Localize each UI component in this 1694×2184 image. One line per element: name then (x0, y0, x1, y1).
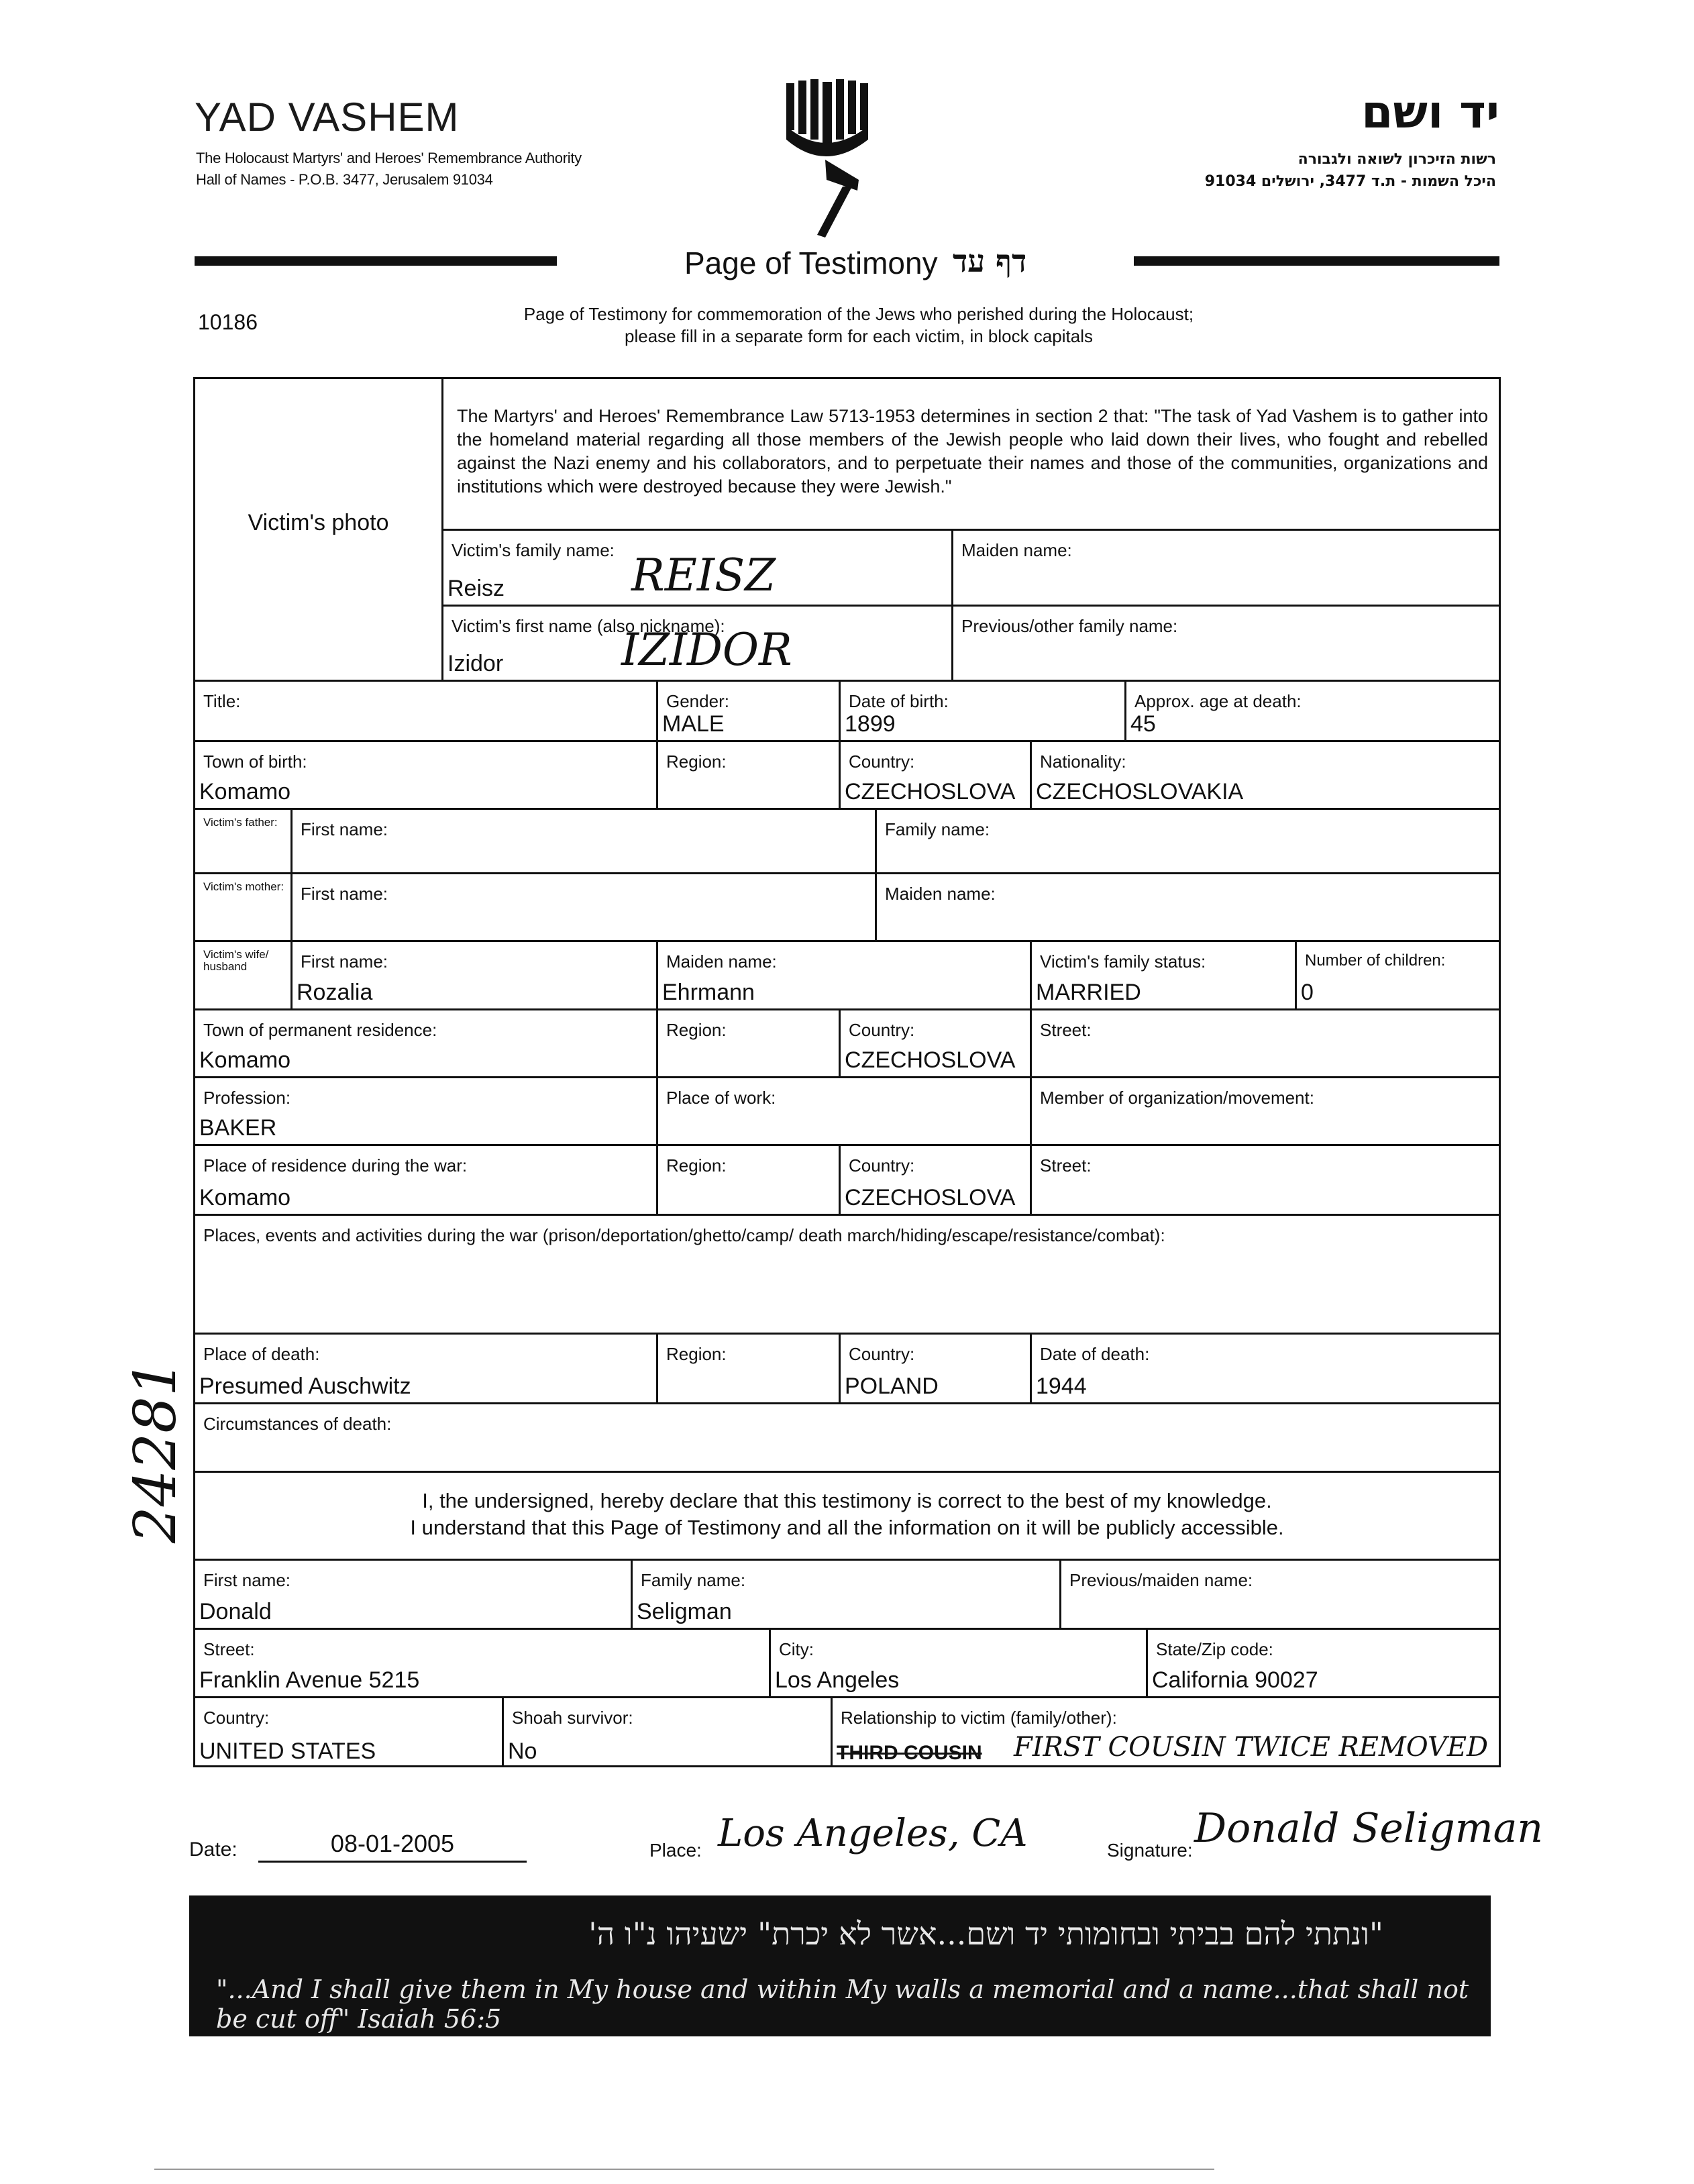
death-circumstances-field[interactable] (195, 1404, 1499, 1473)
residence-town-label: Town of permanent residence: (203, 1020, 437, 1040)
submitter-first-name-field[interactable] (195, 1561, 633, 1630)
death-circumstances-label: Circumstances of death: (203, 1414, 392, 1434)
org-name: YAD VASHEM (195, 95, 460, 140)
relationship-label: Relationship to victim (family/other): (841, 1708, 1117, 1728)
form-number: 10186 (198, 310, 258, 334)
place-of-work-field[interactable] (658, 1078, 1032, 1146)
death-place-label: Place of death: (203, 1344, 320, 1364)
submitter-street-label: Street: (203, 1639, 255, 1659)
residence-country-label: Country: (849, 1020, 915, 1040)
gender-value: MALE (662, 711, 725, 737)
relationship-handwritten: FIRST COUSIN TWICE REMOVED (1014, 1732, 1489, 1763)
victim-family-name-handwritten: REISZ (631, 550, 776, 601)
war-residence-label: Place of residence during the war: (203, 1155, 468, 1176)
submitter-first-name-label: First name: (203, 1570, 291, 1590)
yad-vashem-logo-icon (785, 79, 879, 240)
header-rule-right (1134, 256, 1499, 266)
residence-country-field[interactable] (841, 1010, 1032, 1078)
nationality-value: CZECHOSLOVAKIA (1036, 779, 1244, 804)
children-count-label: Number of children: (1305, 951, 1446, 970)
father-family-name-field[interactable] (877, 810, 1499, 874)
death-country-value: POLAND (845, 1373, 939, 1399)
mother-maiden-name-field[interactable] (877, 874, 1499, 942)
victim-family-name-value: Reisz (447, 576, 505, 601)
submission-date[interactable]: 08-01-2005 (258, 1830, 527, 1863)
victim-prev-family-name-field[interactable] (953, 607, 1499, 682)
submitter-city-label: City: (779, 1639, 814, 1659)
profession-label: Profession: (203, 1088, 291, 1108)
mother-tag-label: Victim's mother: (203, 880, 284, 893)
organization-label: Member of organization/movement: (1040, 1088, 1314, 1108)
spouse-first-name-value: Rozalia (297, 980, 373, 1005)
victim-first-name-label: Victim's first name (also nickname): (452, 616, 725, 636)
war-country-field[interactable] (841, 1146, 1032, 1216)
org-address: Hall of Names - P.O.B. 3477, Jerusalem 91034 (196, 171, 493, 188)
victim-first-name-field[interactable] (443, 607, 953, 682)
war-region-label: Region: (666, 1155, 727, 1176)
victim-first-name-handwritten: IZIDOR (621, 624, 792, 676)
war-street-label: Street: (1040, 1155, 1092, 1176)
submitter-family-name-label: Family name: (641, 1570, 746, 1590)
mother-first-name-label: First name: (301, 884, 388, 904)
residence-street-label: Street: (1040, 1020, 1092, 1040)
father-first-name-field[interactable] (293, 810, 877, 874)
nationality-field[interactable] (1032, 742, 1499, 810)
spouse-tag (195, 942, 293, 1010)
shoah-survivor-field[interactable] (504, 1698, 833, 1767)
war-residence-value: Komamo (199, 1185, 291, 1210)
war-street-field[interactable] (1032, 1146, 1499, 1216)
declaration-line-2: I understand that this Page of Testimony and all the information on it will be publicly accessible. (410, 1516, 1284, 1539)
death-place-field[interactable] (195, 1335, 658, 1404)
victim-family-name-field[interactable] (443, 531, 953, 607)
header-rule-left (195, 256, 557, 266)
declaration-text (195, 1488, 1499, 1541)
war-country-value: CZECHOSLOVA (845, 1185, 1016, 1210)
title-field[interactable] (195, 682, 658, 742)
submitter-country-field[interactable] (195, 1698, 504, 1767)
war-events-label: Places, events and activities during the war (prison/deportation/ghetto/camp/ death march/hiding/escape/resistance/combat): (203, 1225, 1165, 1245)
age-at-death-value: 45 (1130, 711, 1156, 737)
residence-region-label: Region: (666, 1020, 727, 1040)
family-status-label: Victim's family status: (1040, 951, 1206, 972)
submitter-family-name-value: Seligman (637, 1599, 732, 1624)
residence-country-value: CZECHOSLOVA (845, 1047, 1016, 1073)
birth-town-value: Komamo (199, 779, 291, 804)
submitter-prev-name-label: Previous/maiden name: (1069, 1570, 1253, 1590)
relationship-struck-value: THIRD COUSIN (837, 1742, 982, 1764)
place-handwritten[interactable]: Los Angeles, CA (718, 1812, 1028, 1855)
victim-maiden-name-field[interactable] (953, 531, 1499, 607)
father-first-name-label: First name: (301, 819, 388, 839)
submitter-country-label: Country: (203, 1708, 270, 1728)
father-tag (195, 810, 293, 874)
date-label: Date: (189, 1838, 237, 1861)
war-country-label: Country: (849, 1155, 915, 1176)
nationality-label: Nationality: (1040, 751, 1126, 772)
family-status-value: MARRIED (1036, 980, 1141, 1005)
mother-first-name-field[interactable] (293, 874, 877, 942)
submitter-city-field[interactable] (771, 1630, 1148, 1698)
birth-town-label: Town of birth: (203, 751, 307, 772)
submitter-country-value: UNITED STATES (199, 1738, 376, 1764)
submitter-street-value: Franklin Avenue 5215 (199, 1667, 420, 1693)
org-address-hebrew: היכל השמות - ת.ד 3477, ירושלים 91034 (1204, 173, 1496, 190)
age-at-death-label: Approx. age at death: (1134, 691, 1302, 711)
war-events-field[interactable] (195, 1216, 1499, 1335)
father-tag-label: Victim's father: (203, 816, 278, 829)
birth-country-field[interactable] (841, 742, 1032, 810)
submitter-family-name-field[interactable] (633, 1561, 1061, 1630)
mother-maiden-name-label: Maiden name: (885, 884, 996, 904)
death-country-label: Country: (849, 1344, 915, 1364)
signature-handwritten[interactable]: Donald Seligman (1194, 1805, 1544, 1852)
death-country-field[interactable] (841, 1335, 1032, 1404)
testimony-form (193, 377, 1501, 1767)
signature-label: Signature: (1107, 1840, 1193, 1861)
spouse-first-name-label: First name: (301, 951, 388, 972)
submitter-state-field[interactable] (1148, 1630, 1499, 1698)
org-name-hebrew: יד ושם (1361, 86, 1499, 139)
org-subtitle-hebrew: רשות הזיכרון לשואה ולגבורה (1298, 151, 1496, 168)
victim-prev-family-name-label: Previous/other family name: (961, 616, 1178, 636)
birth-region-field[interactable] (658, 742, 841, 810)
intro-line-2: please fill in a separate form for each victim, in block capitals (625, 326, 1093, 346)
residence-town-value: Komamo (199, 1047, 291, 1073)
org-subtitle: The Holocaust Martyrs' and Heroes' Remembrance Authority (196, 150, 582, 166)
intro-line-1: Page of Testimony for commemoration of the Jews who perished during the Holocaust; (523, 304, 1194, 324)
profession-value: BAKER (199, 1115, 277, 1141)
residence-town-field[interactable] (195, 1010, 658, 1078)
place-label: Place: (649, 1840, 702, 1861)
quote-banner (189, 1895, 1491, 2036)
death-region-label: Region: (666, 1344, 727, 1364)
birth-country-value: CZECHOSLOVA (845, 779, 1016, 804)
dob-value: 1899 (845, 711, 896, 737)
victim-photo-label: Victim's photo (248, 510, 389, 535)
dob-label: Date of birth: (849, 691, 949, 711)
family-status-field[interactable] (1032, 942, 1297, 1010)
quote-hebrew: "ונתתי להם בביתי ובחומותי יד ושם...אשר לא יכרת" ישעיהו נ"ו ה' (588, 1916, 1383, 1952)
place-of-work-label: Place of work: (666, 1088, 776, 1108)
submitter-state-label: State/Zip code: (1156, 1639, 1273, 1659)
gender-field[interactable] (658, 682, 841, 742)
intro-text (429, 303, 1288, 348)
page-title-hebrew: דף עד (953, 243, 1027, 279)
death-date-value: 1944 (1036, 1373, 1087, 1399)
victim-maiden-name-label: Maiden name: (961, 540, 1072, 560)
declaration-line-1: I, the undersigned, hereby declare that this testimony is correct to the best of my knowledge. (422, 1489, 1272, 1512)
relationship-field[interactable] (833, 1698, 1499, 1767)
submitter-prev-name-field[interactable] (1061, 1561, 1499, 1630)
death-region-field[interactable] (658, 1335, 841, 1404)
father-family-name-label: Family name: (885, 819, 990, 839)
death-date-field[interactable] (1032, 1335, 1499, 1404)
spouse-maiden-name-value: Ehrmann (662, 980, 755, 1005)
profession-field[interactable] (195, 1078, 658, 1146)
quote-english: "...And I shall give them in My house and within My walls a memorial and a name...that shall not be cut off" Isaiah 56:5 (216, 1975, 1469, 2034)
birth-country-label: Country: (849, 751, 915, 772)
gender-label: Gender: (666, 691, 729, 711)
margin-number: 24281 (122, 1359, 189, 1543)
age-at-death-field[interactable] (1126, 682, 1499, 742)
victim-first-name-value: Izidor (447, 651, 504, 676)
war-region-field[interactable] (658, 1146, 841, 1216)
dob-field[interactable] (841, 682, 1126, 742)
spouse-maiden-name-label: Maiden name: (666, 951, 777, 972)
shoah-survivor-value: No (508, 1738, 537, 1764)
title-label: Title: (203, 691, 241, 711)
submitter-state-value: California 90027 (1152, 1667, 1318, 1693)
birth-region-label: Region: (666, 751, 727, 772)
shoah-survivor-label: Shoah survivor: (512, 1708, 633, 1728)
victim-family-name-label: Victim's family name: (452, 540, 615, 560)
war-residence-field[interactable] (195, 1146, 658, 1216)
birth-town-field[interactable] (195, 742, 658, 810)
spouse-tag-label: Victim's wife/ husband (203, 948, 269, 973)
submitter-street-field[interactable] (195, 1630, 771, 1698)
submitter-city-value: Los Angeles (775, 1667, 900, 1693)
death-date-label: Date of death: (1040, 1344, 1150, 1364)
page-title: Page of Testimony (684, 246, 938, 280)
victim-photo-area[interactable] (195, 379, 443, 682)
residence-street-field[interactable] (1032, 1010, 1499, 1078)
children-count-value: 0 (1301, 980, 1314, 1005)
mother-tag (195, 874, 293, 942)
residence-region-field[interactable] (658, 1010, 841, 1078)
organization-field[interactable] (1032, 1078, 1499, 1146)
children-count-field[interactable] (1297, 942, 1499, 1010)
law-text-area (443, 379, 1499, 531)
law-text: The Martyrs' and Heroes' Remembrance Law 5713-1953 determines in section 2 that: "The task of Yad Vashem is to gather into the homeland material regarding all those members of the Jewish people who laid down their lives, who fought and rebelled against the Nazi enemy and his collaborators, and to perpetuate their names and those of the communities, organizations and institutions which were destroyed because they were Jewish." (457, 406, 1488, 497)
death-place-value: Presumed Auschwitz (199, 1373, 411, 1399)
bottom-scan-line (154, 2169, 1214, 2170)
submitter-first-name-value: Donald (199, 1599, 272, 1624)
spouse-maiden-name-field[interactable] (658, 942, 1032, 1010)
declaration (195, 1473, 1499, 1561)
spouse-first-name-field[interactable] (293, 942, 658, 1010)
